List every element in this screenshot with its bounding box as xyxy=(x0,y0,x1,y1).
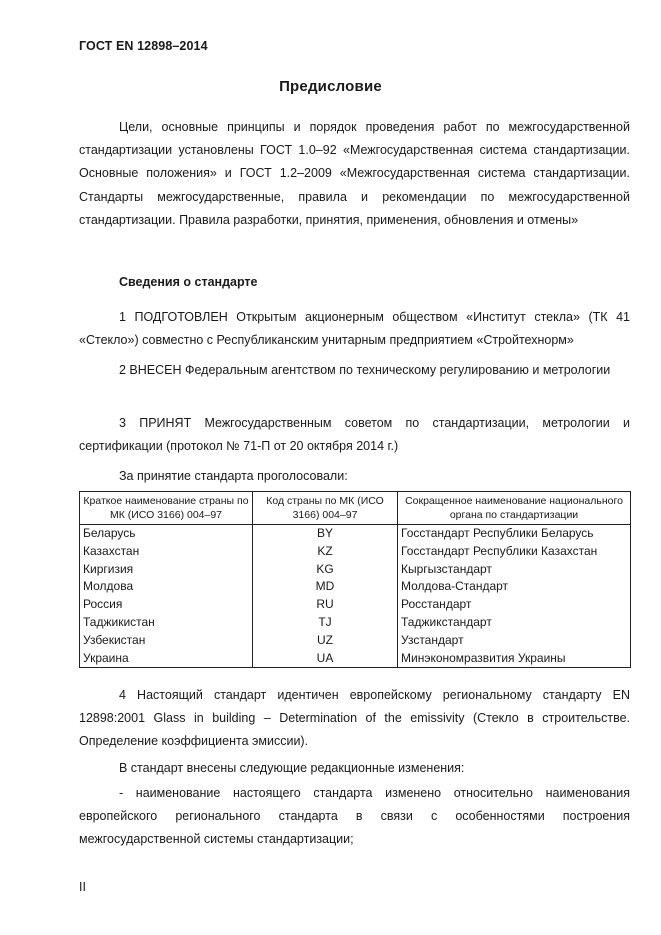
document-code-header: ГОСТ EN 12898–2014 xyxy=(79,39,208,53)
table-header-row xyxy=(80,492,631,525)
table-row xyxy=(80,650,631,668)
table-header-body: Сокращенное наименование национального органа по стандартизации xyxy=(398,492,631,525)
table-cell-country: Украина xyxy=(80,650,253,668)
page-number: II xyxy=(79,880,86,894)
table-row xyxy=(80,596,631,614)
changes-intro: В стандарт внесены следующие редакционные изменения: xyxy=(119,761,465,775)
table-cell-code: MD xyxy=(253,578,398,596)
section-heading-about: Сведения о стандарте xyxy=(119,275,258,289)
table-cell-body: Госстандарт Республики Беларусь xyxy=(398,525,631,543)
table-cell-code: UZ xyxy=(253,632,398,650)
table-row xyxy=(80,543,631,561)
about-item-3: 3 ПРИНЯТ Межгосударственным советом по стандартизации, метрологии и сертификации (протокол № 71-П от 20 октября 2014 г.) xyxy=(79,416,630,454)
table-cell-body: Госстандарт Республики Казахстан xyxy=(398,543,631,561)
table-cell-code: KG xyxy=(253,561,398,579)
table-header-country: Краткое наименование страны по МК (ИСО 3166) 004–97 xyxy=(80,492,253,525)
table-cell-body: Кыргызстандарт xyxy=(398,561,631,579)
table-row xyxy=(80,525,631,543)
intro-paragraph: Цели, основные принципы и порядок проведения работ по межгосударственной стандартизации установлены ГОСТ 1.0–92 «Межгосударственная система стандартизации. Основные положения» и ГОСТ 1.2–2009 «Межгосударственная система стандартизации. Стандарты межгосударственные, правила и рекомендации по межгосударственной стандартизации. Правила разработки, принятия, применения, обновления и отмены» xyxy=(79,120,630,227)
table-cell-code: TJ xyxy=(253,614,398,632)
table-cell-country: Киргизия xyxy=(80,561,253,579)
about-item-2: 2 ВНЕСЕН Федеральным агентством по техническому регулированию и метрологии xyxy=(119,363,611,377)
table-cell-country: Молдова xyxy=(80,578,253,596)
table-cell-body: Узстандарт xyxy=(398,632,631,650)
table-cell-country: Таджикистан xyxy=(80,614,253,632)
table-cell-code: BY xyxy=(253,525,398,543)
table-cell-country: Россия xyxy=(80,596,253,614)
voting-table xyxy=(79,491,631,668)
item-4-paragraph: 4 Настоящий стандарт идентичен европейскому региональному стандарту EN 12898:2001 Glass in building – Determination of the emissivity (Стекло в строительстве. Определение коэффициента эмиссии). xyxy=(79,688,630,749)
voted-caption: За принятие стандарта проголосовали: xyxy=(119,469,348,483)
table-cell-country: Узбекистан xyxy=(80,632,253,650)
table-cell-body: Таджикстандарт xyxy=(398,614,631,632)
table-row xyxy=(80,632,631,650)
table-row xyxy=(80,561,631,579)
table-cell-body: Росстандарт xyxy=(398,596,631,614)
table-row xyxy=(80,614,631,632)
table-header-code: Код страны по МК (ИСО 3166) 004–97 xyxy=(253,492,398,525)
table-cell-body: Минэкономразвития Украины xyxy=(398,650,631,668)
table-cell-code: RU xyxy=(253,596,398,614)
table-cell-code: KZ xyxy=(253,543,398,561)
table-cell-code: UA xyxy=(253,650,398,668)
page-title: Предисловие xyxy=(279,78,382,95)
about-item-1: 1 ПОДГОТОВЛЕН Открытым акционерным обществом «Институт стекла» (ТК 41 «Стекло») совместно с Республиканским унитарным предприятием «Стройтехнорм» xyxy=(79,310,630,348)
table-row xyxy=(80,578,631,596)
change-1-paragraph: - наименование настоящего стандарта изменено относительно наименования европейского регионального стандарта в связи с особенностями построения межгосударственной системы стандартизации; xyxy=(79,786,630,847)
table-cell-country: Казахстан xyxy=(80,543,253,561)
table-cell-body: Молдова-Стандарт xyxy=(398,578,631,596)
table-cell-country: Беларусь xyxy=(80,525,253,543)
